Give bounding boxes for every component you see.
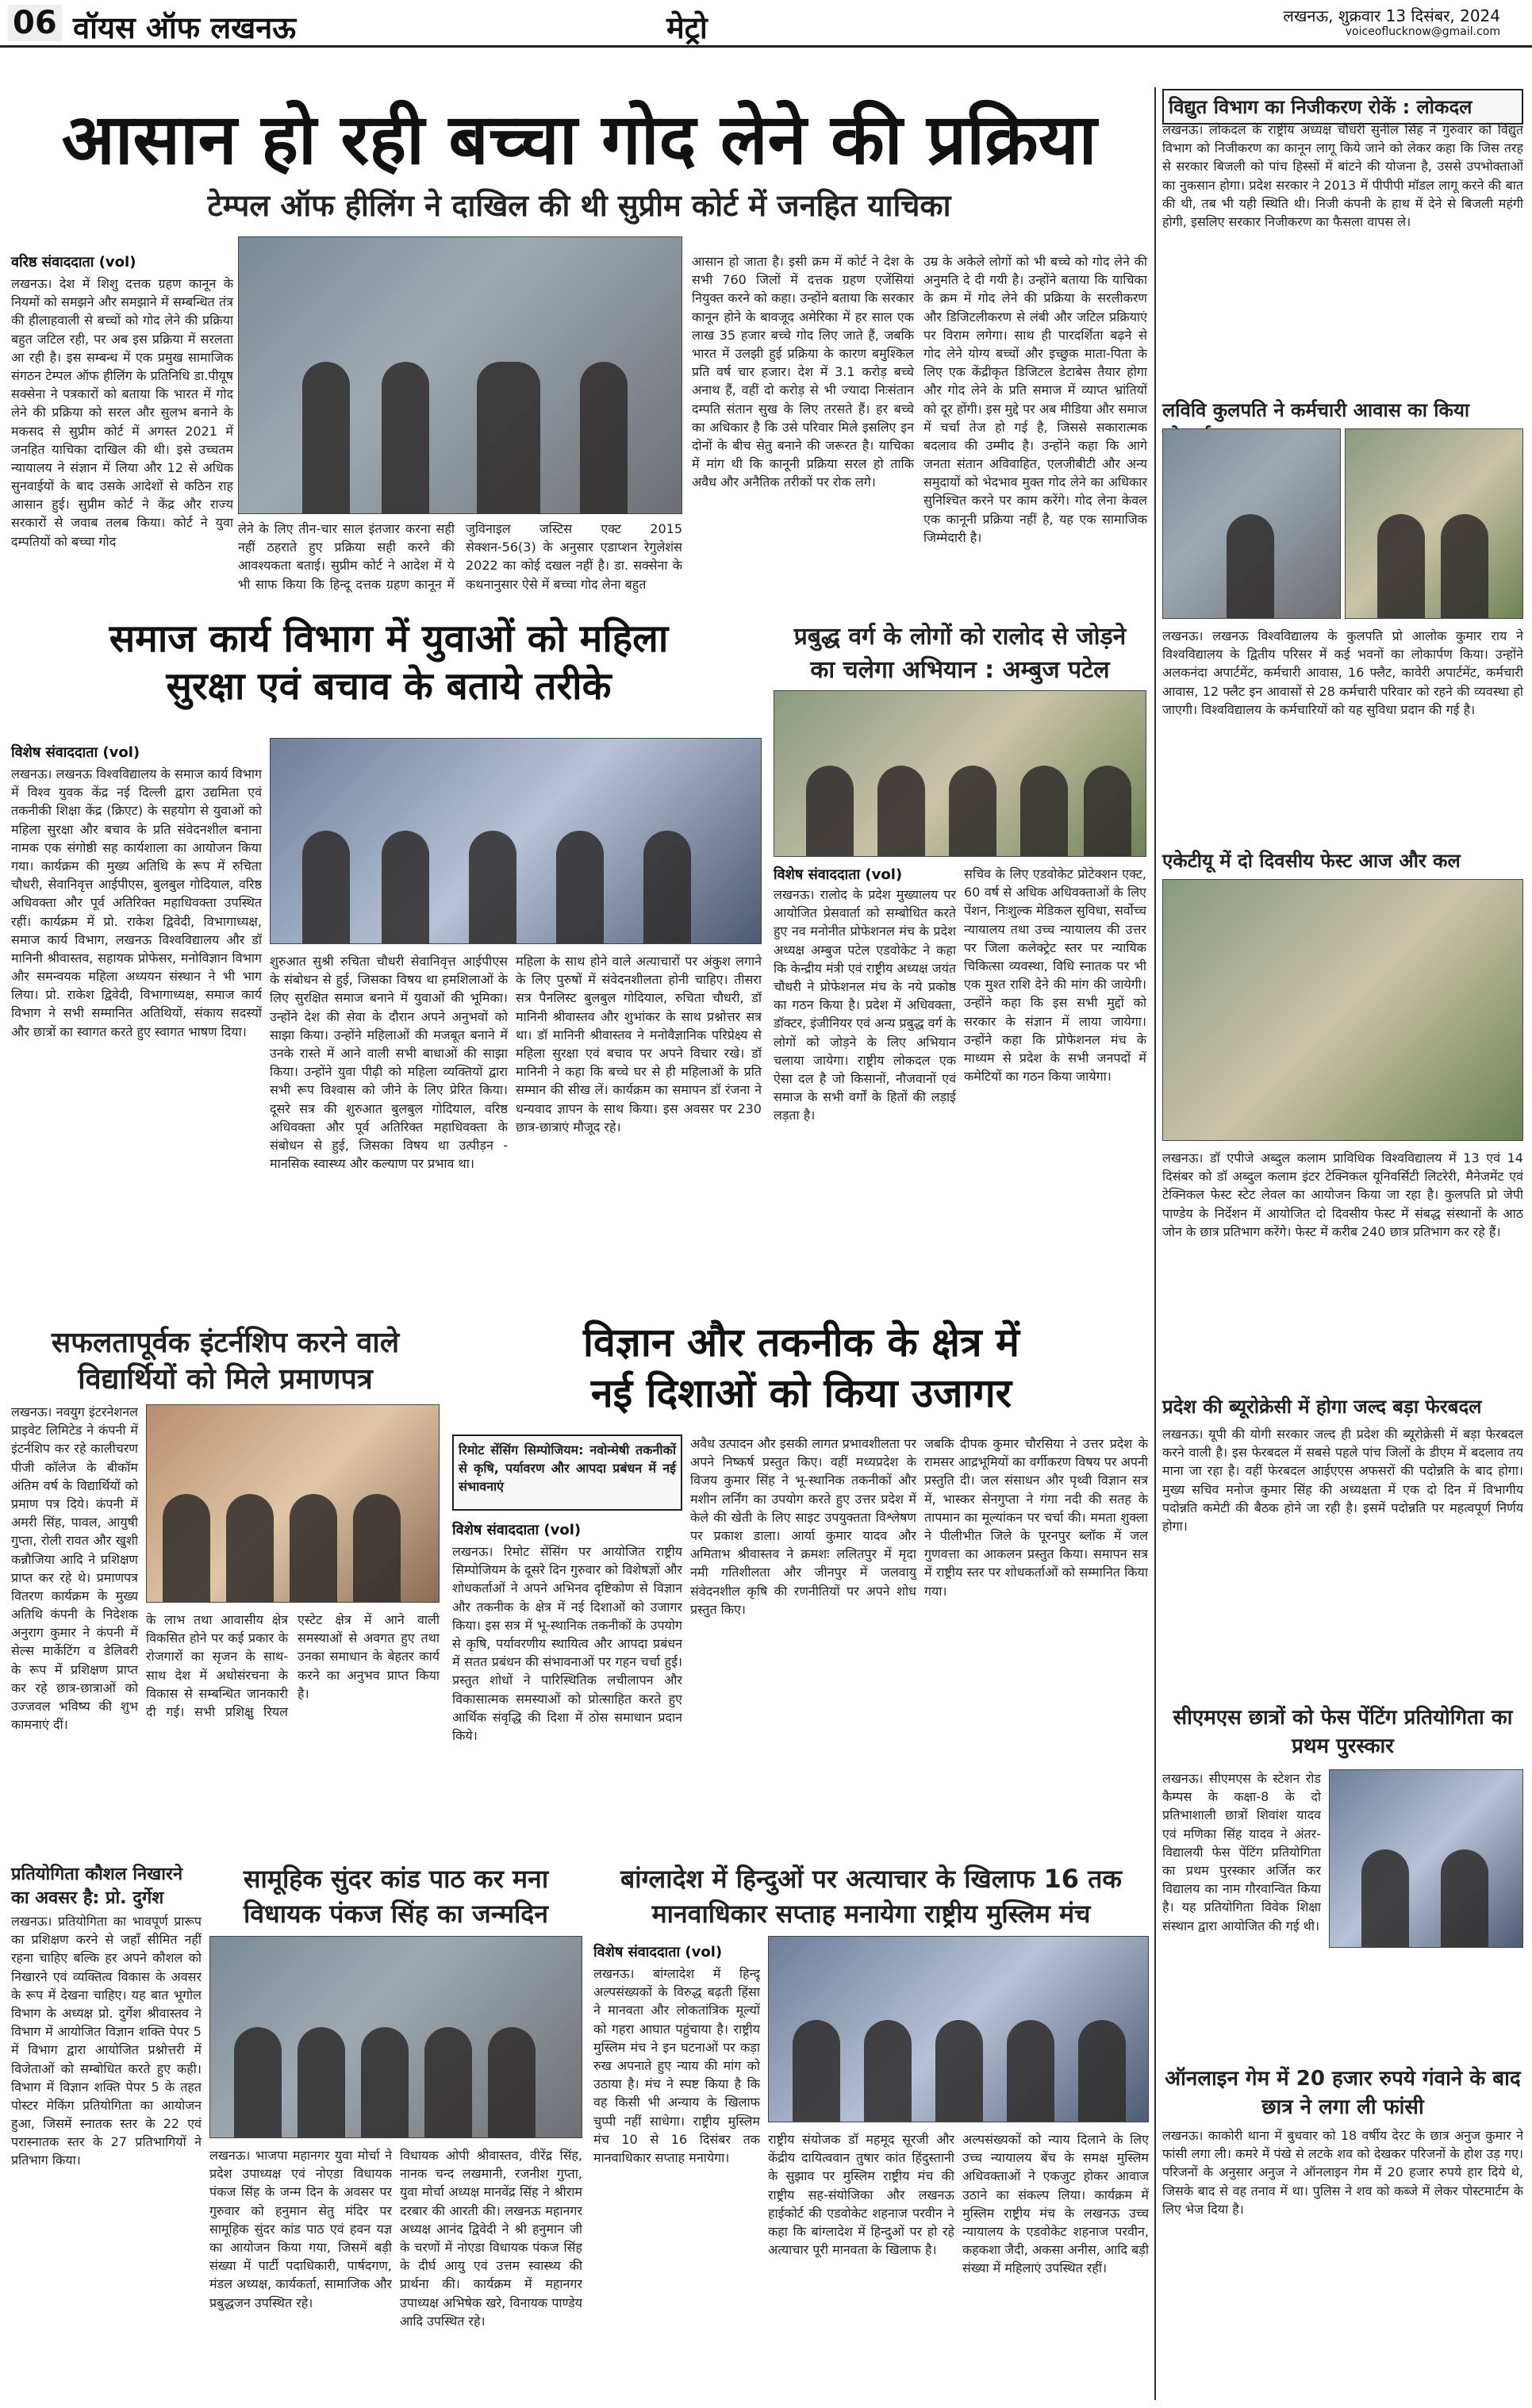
story2-headline-line1: समाज कार्य विभाग में युवाओं को महिला [109, 616, 669, 661]
contact-email: voiceoflucknow@gmail.com [1345, 25, 1500, 38]
right-story5-students-photo [1329, 1769, 1523, 1948]
column-rule [1154, 87, 1156, 2400]
story3-text-col1: लखनऊ। रालोद के प्रदेश मुख्यालय पर आयोजित प्रेसवार्ता को सम्बोधित करते हुए नव मनोनीत प्रोफेशनल मंच के प्रदेश अध्यक्ष अम्बुज पटेल एडवोकेट ने कहा कि केन्द्रीय मंत्री एवं राष्ट्रीय अध्यक्ष जयंत चौधरी ने प्रोफेशनल मंच के नये प्रकोष्ठ का गठन किया है। प्रदेश में अधिवक्ता, डॉक्टर, इंजीनियर एवं अन्य प्रबुद्ध वर्ग के लोगों को जोड़ने के लिए अभियान चलाया जायेगा। राष्ट्रीय लोकदल एक ऐसा दल है जो किसानों, नौजवानों एवं समाज के सभी वर्गों के हितों की लड़ाई लड़ता है। [774, 887, 956, 1123]
story3-text-col2: सचिव के लिए एडवोकेट प्रोटेक्शन एक्ट, 60 वर्ष से अधिक अधिवक्ताओं के लिए पेंशन, निःशुल्क मेडिकल सुविधा, सर्वोच्च न्यायालय तथा उच्च न्यायालय की उत्तर पर जिला कलेक्ट्रेट स्तर पर न्यायिक चिकित्सा व्यवस्था, विधि स्नातक पर भी एक मुश्त राशि देने की मांग की जायेगी। उन्होंने कहा कि इस सभी मुद्दों को सरकार के संज्ञान में लाया जायेगा। उन्होंने कहा कि प्रोफेशनल मंच के माध्यम से प्रदेश के सभी जनपदों में कमेटियों का गठन किया जायेगा। [964, 866, 1146, 1085]
lead-text-col3: आसान हो जाता है। इसी क्रम में कोर्ट ने देश के सभी 760 जिलों में दत्तक ग्रहण एजेंसियां नियुक्त करने को कहा। उन्होंने बताया कि सरकार कानून होने के बावजूद अमेरिका में हर साल एक लाख 35 हजार बच्चे गोद लिए जाते हैं, जबकि भारत में उलझी हुई प्रक्रिया के कारण बमुश्किल प्रति वर्ष चार हजार। देश में 3.1 करोड़ बच्चे अनाथ हैं, वहीं दो करोड़ से भी ज्यादा निःसंतान दम्पति संतान सुख के लिए तरसते हैं। हर बच्चे का अधिकार है कि उसे परिवार मिले इसलिए इन दोनों के बीच सेतु बनाने की जरूरत है। याचिका में मांग थी कि कानूनी प्रक्रिया सरल हो ताकि अवैध और अनैतिक तरीकों पर रोक लगे। [692, 254, 914, 490]
story4-text-col2: के लाभ तथा आवासीय क्षेत्र विकसित होने पर कई प्रकार के रोजगारों का सृजन के साथ-साथ देश में अधोसंरचना के विकास से सम्बन्धित जानकारी दी गई। सभी प्रशिक्षु रियल एस्टेट क्षेत्र में आने वाली समस्याओं से अवगत हुए तथा उनका समाधान के बेहतर कार्य करने का अनुभव प्राप्त किया है। [146, 1612, 440, 1719]
story4-certificate-photo [146, 1404, 440, 1603]
story4-headline-line1: सफलतापूर्वक इंटर्नशिप करने वाले [51, 1327, 400, 1359]
lead-byline: वरिष्ठ संवाददाता (vol) [11, 254, 136, 271]
story2-byline: विशेष संवाददाता (vol) [11, 744, 140, 761]
story5-byline: विशेष संवाददाता (vol) [452, 1522, 582, 1538]
right-story2-photo-inauguration [1345, 428, 1523, 619]
story5-text-col1: लखनऊ। रिमोट सेंसिंग पर आयोजित राष्ट्रीय सिम्पोजियम के दूसरे दिन गुरुवार को विशेषज्ञों और शोधकर्ताओं ने अपने अभिनव दृष्टिकोण से विज्ञान और तकनीक के क्षेत्र में नई दिशाओं को उजागर किया। इस सत्र में भू-स्थानिक तकनीकों के उपयोग से कृषि, पर्यावरणीय स्थायित्व और आपदा प्रबंधन में सतत प्रबंधन की संभावनाओं पर गहन चर्चा हुई। प्रस्तुत शोधों ने पारिस्थितिक लचीलापन और विकासात्मक समस्याओं को प्रोत्साहित करते हुए आर्थिक संवृद्धि की दिशा में ठोस समाधान प्रदान किये। [452, 1544, 682, 1743]
story3-press-photo [774, 690, 1146, 857]
right-story2-photo-plaque [1162, 428, 1341, 619]
right-story3-text: लखनऊ। डॉ एपीजे अब्दुल कलाम प्राविधिक विश्वविद्यालय में 13 एवं 14 दिसंबर को डॉ अब्दुल कलाम इंटर टेक्निकल यूनिवर्सिटी लिटरेरी, मैनेजमेंट एवं टेक्निकल फेस्ट स्टेट लेवल का आयोजन किया जा रहा है। कुलपति प्रो जेपी पाण्डेय के निर्देशन में आयोजित दो दिवसीय फेस्ट में संबद्ध संस्थानों के आठ जोन के छात्र प्रतिभाग करेंगे। फेस्ट में करीब 240 छात्र प्रतिभाग कर रहे हैं। [1162, 1150, 1523, 1239]
story5-summary-box: रिमोट सेंसिंग सिम्पोजियम: नवोन्मेषी तकनीकों से कृषि, पर्यावरण और आपदा प्रबंधन में नई संभावनाएं [452, 1434, 682, 1511]
story5-headline-line1: विज्ञान और तकनीक के क्षेत्र में [583, 1319, 1019, 1365]
newspaper-title: वॉयस ऑफ लखनऊ [73, 10, 297, 45]
story7-text-col1: लखनऊ। भाजपा महानगर युवा मोर्चा ने प्रदेश उपाध्यक्ष एवं नोएडा विधायक पंकज सिंह के जन्म दिन के अवसर पर गुरुवार को हनुमान सेतु मंदिर पर सामूहिक सुंदर कांड पाठ एवं हवन यज्ञ का आयोजन किया गया, जिसमें बड़ी संख्या में पार्टी पदाधिकारी, पार्षदगण, मंडल अध्यक्ष, कार्यकर्ता, सामाजिक और प्रबुद्धजन उपस्थित रहे। [209, 2148, 392, 2310]
page-number: 06 [8, 5, 62, 41]
story8-headline-line1: बांग्लादेश में हिन्दुओं पर अत्याचार के खिलाफ 16 तक [620, 1864, 1122, 1894]
story8-headline-line2: मानवाधिकार सप्ताह मनायेगा राष्ट्रीय मुस्लिम मंच [651, 1899, 1091, 1929]
page-header [0, 0, 1532, 48]
story6-headline: प्रतियोगिता कौशल निखारने का अवसर है: प्रो. दुर्गेश [11, 1865, 183, 1908]
story4-headline-line2: विद्यार्थियों को मिले प्रमाणपत्र [78, 1363, 373, 1396]
story7-headline-line2: विधायक पंकज सिंह का जन्मदिन [243, 1899, 549, 1929]
story6-text: लखनऊ। प्रतियोगिता का भावपूर्ण प्रारूप का प्रशिक्षण करने से जहाँ सीमित नहीं रहना चाहिए बल्कि हर अपने कौशल को निखारने एवं व्यक्तित्व विकास के अवसर के रूप में देखना चाहिए। यह बात भूगोल विभाग के अध्यक्ष प्रो. दुर्गेश श्रीवास्तव ने विभाग में आयोजित विज्ञान शक्ति पेपर 5 में विभाग द्वारा आयोजित प्रश्नोत्तरी में विजेताओं को सम्बोधित करते हुए कही। विभाग में विज्ञान शक्ति पेपर 5 के तहत पोस्टर मेकिंग प्रतियोगिता का आयोजन हुआ, जिसमें स्नातक स्तर के 22 एवं परास्नातक स्तर के 27 प्रतिभागियों ने प्रतिभाग किया। [11, 1914, 202, 2168]
right-story4-text: लखनऊ। यूपी की योगी सरकार जल्द ही प्रदेश की ब्यूरोक्रेसी में बड़ा फेरबदल करने वाली है। इस फेरबदल में सबसे पहले पांच जिलों के डीएम में बदलाव तय माना जा रहा है। वहीं फेरबदल आईएएस अफसरों की पदोन्नति के बाद होगा। मुख्य सचिव मनोज कुमार सिंह की अध्यक्षता में एक दो दिन में विभागीय पदोन्नति कमेटी की बैठक होने जा रही है। इसमें पदोन्नति पर महत्वपूर्ण निर्णय होगा। [1162, 1427, 1523, 1534]
lead-photo-text: लेने के लिए तीन-चार साल इंतजार करना सही नहीं ठहराते हुए प्रक्रिया सही करने की आवश्यकता बताई। सुप्रीम कोर्ट ने आदेश में ये भी साफ किया कि हिन्दू दत्तक ग्रहण कानून में जुविनाइल जस्टिस एक्ट 2015 सेक्शन-56(3) के अनुसार एडाप्शन रेगुलेशंस 2022 का कोई दखल नहीं है। डा. सक्सेना के कथनानुसार ऐसे में बच्चा गोद लेना बहुत [238, 521, 682, 592]
story7-text-col2: विधायक ओपी श्रीवास्तव, वीरेंद्र सिंह, नानक चन्द लखमानी, रजनीश गुप्ता, युवा मोर्चा अध्यक्ष मानवेंद्र सिंह ने श्रीराम दरबार की आरती की। लखनऊ महानगर अध्यक्ष आनंद द्विवेदी ने श्री हनुमान जी के चरणों में नोएडा विधायक पंकज सिंह के दीर्घ आयु एवं उत्तम स्वास्थ्य की प्रार्थना की। कार्यक्रम में महानगर उपाध्यक्ष अभिषेक खरे, विनायक पाण्डेय आदि उपस्थित रहे। [400, 2148, 582, 2329]
right-story6-headline: ऑनलाइन गेम में 20 हजार रुपये गंवाने के बाद छात्र ने लगा ली फांसी [1165, 2067, 1521, 2119]
story3-headline-line1: प्रबुद्ध वर्ग के लोगों को रालोद से जोड़ने [793, 623, 1127, 651]
right-story5-text: लखनऊ। सीएमएस के स्टेशन रोड कैम्पस के कक्षा-8 के दो प्रतिभाशाली छात्रों शिवांश यादव एवं मणिका सिंह यादव ने अंतर-विद्यालयी फेस पेंटिंग प्रतियोगिता का प्रथम पुरस्कार अर्जित कर विद्यालय का नाम गौरवान्वित किया है। यह प्रतियोगिता विवेक शिक्षा संस्थान द्वारा आयोजित की गई थी। [1162, 1771, 1321, 1934]
lead-headline: आसान हो रही बच्चा गोद लेने की प्रक्रिया [61, 98, 1097, 180]
story4-text-col1: लखनऊ। नवयुग इंटरनेशनल प्राइवेट लिमिटेड ने कंपनी में इंटर्नशिप कर रहे कालीचरण पीजी कॉलेज के बीकॉम अंतिम वर्ष के विद्यार्थियों को प्रमाण पत्र दिये। कंपनी में अमरी सिंह, पावल, आयुषी गुप्ता, रोली रावत और खुशी कन्नौजिया आदि ने प्रशिक्षण प्राप्त कर रहे थे। प्रमाणपत्र वितरण कार्यक्रम के मुख्य अतिथि कंपनी के निदेशक अनुराग कुमार ने कंपनी में सेल्स मार्केटिंग व डेलिवरी के रूप में प्रशिक्षण प्राप्त कर रहे छात्र-छात्राओं को उज्जवल भविष्य की शुभ कामनाएं दीं। [11, 1404, 138, 1733]
right-story2-headline: लविवि कुलपति ने कर्मचारी आवास का किया [1162, 399, 1470, 421]
story8-text-col3: अल्पसंख्यकों को न्याय दिलाने के लिए उच्च न्यायालय बेंच के समक्ष मुस्लिम अधिवक्ताओं ने एकजुट होकर आवाज उठाने का संकल्प लिया। कार्यक्रम में मुस्लिम राष्ट्रीय मंच के लखनऊ उच्च न्यायालय के एडवोकेट शहनाज परवीन, कहकशा जैदी, अकसा अनीस, आदि बड़ी संख्या में महिलाएं उपस्थित रहीं। [962, 2132, 1149, 2276]
story3-byline: विशेष संवाददाता (vol) [774, 866, 903, 883]
story8-text-col1: लखनऊ। बांग्लादेश में हिन्दू अल्पसंख्यकों के विरुद्ध बढ़ती हिंसा ने मानवता और लोकतांत्रिक मूल्यों को गहरा आघात पहुंचाया है। राष्ट्रीय मुस्लिम मंच ने इन घटनाओं पर कड़ा रुख अपनाते हुए न्याय की मांग को उठाया है। मंच ने स्पष्ट किया है कि वह किसी भी अन्याय के खिलाफ चुप्पी नहीं साधेगा। राष्ट्रीय मुस्लिम मंच 10 से 16 दिसंबर तक मानवाधिकार सप्ताह मनायेगा। [593, 1966, 760, 2165]
story7-sunderkand-photo [209, 1936, 582, 2138]
right-story3-headline: एकेटीयू में दो दिवसीय फेस्ट आज और कल [1162, 850, 1461, 872]
section-name: मेट्रो [666, 10, 708, 45]
right-story2-text: लखनऊ। लखनऊ विश्वविद्यालय के कुलपति प्रो आलोक कुमार राय ने विश्वविद्यालय के द्वितीय परिसर में कई भवनों का लोकार्पण किया। उन्होंने अलकनंदा अपार्टमेंट, कर्मचारी आवास, 16 फ्लैट, कावेरी अपार्टमेंट, कर्मचारी आवास, 12 फ्लैट इन आवासों से 28 कर्मचारी परिवार को रहने की व्यवस्था हो जाएगी। विश्वविद्यालय के कर्मचारियों को यह सुविधा प्रदान की गई है। [1162, 628, 1523, 717]
story3-headline-line2: का चलेगा अभियान : अम्बुज पटेल [810, 656, 1110, 684]
story2-headline-line2: सुरक्षा एवं बचाव के बताये तरीके [166, 664, 612, 709]
right-story5-headline: सीएमएस छात्रों को फेस पेंटिंग प्रतियोगिता का प्रथम पुरस्कार [1173, 1706, 1513, 1758]
lead-press-conference-photo [238, 236, 682, 514]
story2-seminar-photo [270, 738, 762, 944]
right-story4-headline: प्रदेश की ब्यूरोक्रेसी में होगा जल्द बड़ा फेरबदल [1162, 1396, 1482, 1418]
story2-text-col3: महिला के साथ होने वाले अत्याचारों पर अंकुश लगाने के लिए पुरुषों में संवेदनशीलता होनी चाहिए। तीसरा सत्र पैनलिस्ट बुलबुल गोदियाल, रुचिता चौधरी, डॉ मानिनी श्रीवास्तव और शुभांकर के साथ प्रश्नोत्तर सत्र था। डॉ मानिनी श्रीवास्तव ने मनोवैज्ञानिक परिप्रेक्ष्य से महिला सुरक्षा एवं बचाव पर अपने विचार रखे। डॉ मानिनी ने कहा कि बच्चे घर से ही महिलाओं के प्रति सम्मान की सीख लें। कार्यक्रम का समापन डॉ रंजना ने धन्यवाद ज्ञापन के साथ किया। इस अवसर पर 230 छात्र-छात्राएं मौजूद रहे। [516, 954, 762, 1135]
issue-date: लखनऊ, शुक्रवार 13 दिसंबर, 2024 [1283, 6, 1500, 25]
story8-advocates-photo [768, 1936, 1149, 2122]
story8-text-col2: राष्ट्रीय संयोजक डॉ महमूद सूरजी और केंद्रीय दायित्ववान तुषार कांत हिंदुस्तानी के सुझाव पर मुस्लिम राष्ट्रीय मंच की राष्ट्रीय सह-संयोजिका और लखनऊ हाईकोर्ट की एडवोकेट शहनाज परवीन ने कहा कि बांग्लादेश में हिन्दुओं पर हो रहे अत्याचार पूरी मानवता के खिलाफ है। [768, 2132, 954, 2258]
story8-byline: विशेष संवाददाता (vol) [593, 1944, 723, 1961]
story5-headline-line2: नई दिशाओं को किया उजागर [590, 1370, 1012, 1416]
story2-text-col2: शुरुआत सुश्री रुचिता चौधरी सेवानिवृत्त आईपीएस के संबोधन से हुई, जिसका विषय था हमशिलाओं के लिए सुरक्षित समाज बनाने में युवाओं की भूमिका। उन्होंने देश की सेवा के दौरान अपने अनुभवों को साझा किया। उन्होंने महिलाओं की मजबूत बनाने में उनके रास्ते में आने वाली सभी बाधाओं की साझा किया। उन्होंने युवा पीढ़ी को महिला व्यक्तियों द्वारा सभी रूप विश्वास को जीने के लिए प्रेरित किया। दूसरे सत्र की शुरुआत बुलबुल गोदियाल, वरिष्ठ अधिवक्ता और पूर्व अतिरिक्त महाधिवक्ता के संबोधन से हुई, जिसका विषय था उत्पीड़न - मानसिक स्वास्थ्य और कल्याण पर प्रभाव था। [270, 954, 508, 1172]
right-story3-campus-photo [1162, 879, 1523, 1141]
story5-text-col3: जबकि दीपक कुमार चौरसिया ने उत्तर प्रदेश के रामसर आद्रभूमियों का वर्गीकरण विषय पर अपनी प्रस्तुति दी। जल संसाधन और पृथ्वी विज्ञान सत्र में, भास्कर सेनगुप्ता ने गंगा नदी की सतह के तापमान का मूल्यांकन पर चर्चा की। ममता शुक्ला ने पीलीभीत जिले के पूरनपुर ब्लॉक में जल गुणवत्ता का आकलन प्रस्तुत किया। समापन सत्र में राष्ट्रीय स्तर पर शोधकर्ताओं को सम्मानित किया गया। [924, 1436, 1148, 1599]
story5-text-col2: अवैध उत्पादन और इसकी लागत प्रभावशीलता पर अपने निष्कर्ष प्रस्तुत किए। वहीं मध्यप्रदेश के विजय कुमार सिंह ने भू-स्थानिक तकनीकों और मशीन लर्निंग का उपयोग करते हुए उत्तर प्रदेश में केले की खेती के लिए साइट उपयुक्तता विश्लेषण पर प्रकाश डाला। आर्या कुमार यादव और अमिताभ श्रीवास्तव ने क्रमशः ललितपुर में मृदा नमी गतिशीलता और जीनपुर में जलवायु संवेदनशील कृषि की रणनीतियों पर अपने शोध प्रस्तुत किए। [690, 1436, 916, 1617]
lead-text-col1: लखनऊ। देश में शिशु दत्तक ग्रहण कानून के नियमों को समझने और समझाने में सम्बन्धित तंत्र की हीलाहवाली से बच्चों को गोद लेने की प्रक्रिया बहुत जटिल रही, पर अब इस प्रक्रिया में सरलता आ रही है। इस सम्बन्ध में एक प्रमुख सामाजिक संगठन टेम्पल ऑफ हीलिंग के प्रतिनिधि डा.पीयूष सक्सेना ने पत्रकारों को बताया कि भारत में गोद लेने की प्रक्रिया को सरल और सुलभ बनाने के मकसद से सुप्रीम कोर्ट में अगस्त 2021 में जनहित याचिका दाखिल की थी। इसे उच्चतम न्यायालय ने संज्ञान में लिया और 12 से अधिक सुनवाईयों के बाद उसके आदेशों से कठिन राह आसान हुई। सुप्रीम कोर्ट ने केंद्र और राज्य सरकारों से जवाब तलब किया। कोर्ट ने युवा दम्पतियों को बच्चा गोद [11, 276, 233, 549]
lead-text-col4: उम्र के अकेले लोगों को भी बच्चे को गोद लेने की अनुमति दे दी गयी है। उन्होंने बताया कि याचिका के क्रम में गोद लेने की प्रक्रिया के सरलीकरण और डिजिटलीकरण से लंबी और जटिल प्रक्रियाएं पर विराम लगेगा। साथ ही पारदर्शिता बढ़ने से गोद लेने योग्य बच्चों और इच्छुक माता-पिता के लिए एक केंद्रीकृत डिजिटल डेटाबेस तैयार होगा और गोद लेने के प्रति समाज में व्याप्त भ्रांतियों को दूर होंगी। इस मुद्दे पर अब मीडिया और समाज में चर्चा तेज हो गई है, जिससे सकारात्मक बदलाव की उम्मीद है। उन्होंने कहा कि आगे जनता संतान अविवाहित, एलजीबीटी और अन्य समुदायों को भेदभाव मुक्त गोद लेने का अधिकार सुनिश्चित करने पर काम करेंगे। गोद लेना केवल एक कानूनी प्रक्रिया नहीं है, यह एक सामाजिक जिम्मेदारी है। [923, 254, 1147, 545]
right-story1-text: लखनऊ। लोकदल के राष्ट्रीय अध्यक्ष चौधरी सुनील सिंह ने गुरुवार को विद्युत विभाग को निजीकरण का कानून लागू किये जाने को लेकर कहा कि जिस तरह से सरकार बिजली को पांच हिस्सों में बांटने की योजना है, उससे उपभोक्ताओं का नुकसान होगा। प्रदेश सरकार ने 2013 में पीपीपी मॉडल लागू करने की बात की थी, तब भी यही स्थिति थी। निजी कंपनी के हाथ में देने से बिजली महंगी होगी, इसलिए सरकार निजीकरण का फैसला वापस ले। [1162, 122, 1523, 229]
lead-subheadline: टेम्पल ऑफ हीलिंग ने दाखिल की थी सुप्रीम कोर्ट में जनहित याचिका [207, 188, 951, 223]
story7-headline-line1: सामूहिक सुंदर कांड पाठ कर मना [243, 1864, 549, 1894]
story2-text-col1: लखनऊ। लखनऊ विश्वविद्यालय के समाज कार्य विभाग में विश्व युवक केंद्र नई दिल्ली द्वारा उद्यमिता एवं तकनीकी शिक्षा केंद्र (क्रिएट) के सहयोग से युवाओं को महिला सुरक्षा और बचाव के प्रति संवेदनशील बनाना नामक एक संगोष्ठी सह कार्यशाला का आयोजन किया गया। कार्यक्रम की मुख्य अतिथि के रूप में रुचिता चौधरी, सेवानिवृत्त आईपीएस, बुलबुल गोदियाल, वरिष्ठ अधिवक्ता और पूर्व अतिरिक्त महाधिवक्ता उपस्थित रहीं। कार्यक्रम में प्रो. राकेश द्विवेदी, विभागाध्यक्ष, समाज कार्य विभाग, लखनऊ विश्वविद्यालय और डॉ मानिनी श्रीवास्तव, सहायक प्रोफेसर, मनोविज्ञान विभाग और समन्वयक महिला अध्ययन संस्थान ने भी भाग लिया। प्रो. राकेश द्विवेदी, विभागाध्यक्ष, समाज कार्य विभाग ने सभी सम्मानित अतिथियों, संकाय सदस्यों और छात्रों का स्वागत करते हुए स्वागत भाषण दिया। [11, 766, 262, 1039]
right-story6-text: लखनऊ। काकोरी थाना में बुधवार को 18 वर्षीय देरट के छात्र अनुज कुमार ने फांसी लगा ली। कमरे में पंखे से लटके शव को देखकर परिजनों के होश उड़ गए। परिजनों के अनुसार अनुज ने ऑनलाइन गेम में 20 हजार रुपये हार दिये थे, जिसके बाद से वह तनाव में था। पुलिस ने शव को कब्जे में लेकर पोस्टमार्टम के लिए भेज दिया है। [1162, 2128, 1523, 2217]
right-story1-headline: विद्युत विभाग का निजीकरण रोकें : लोकदल [1162, 89, 1523, 125]
